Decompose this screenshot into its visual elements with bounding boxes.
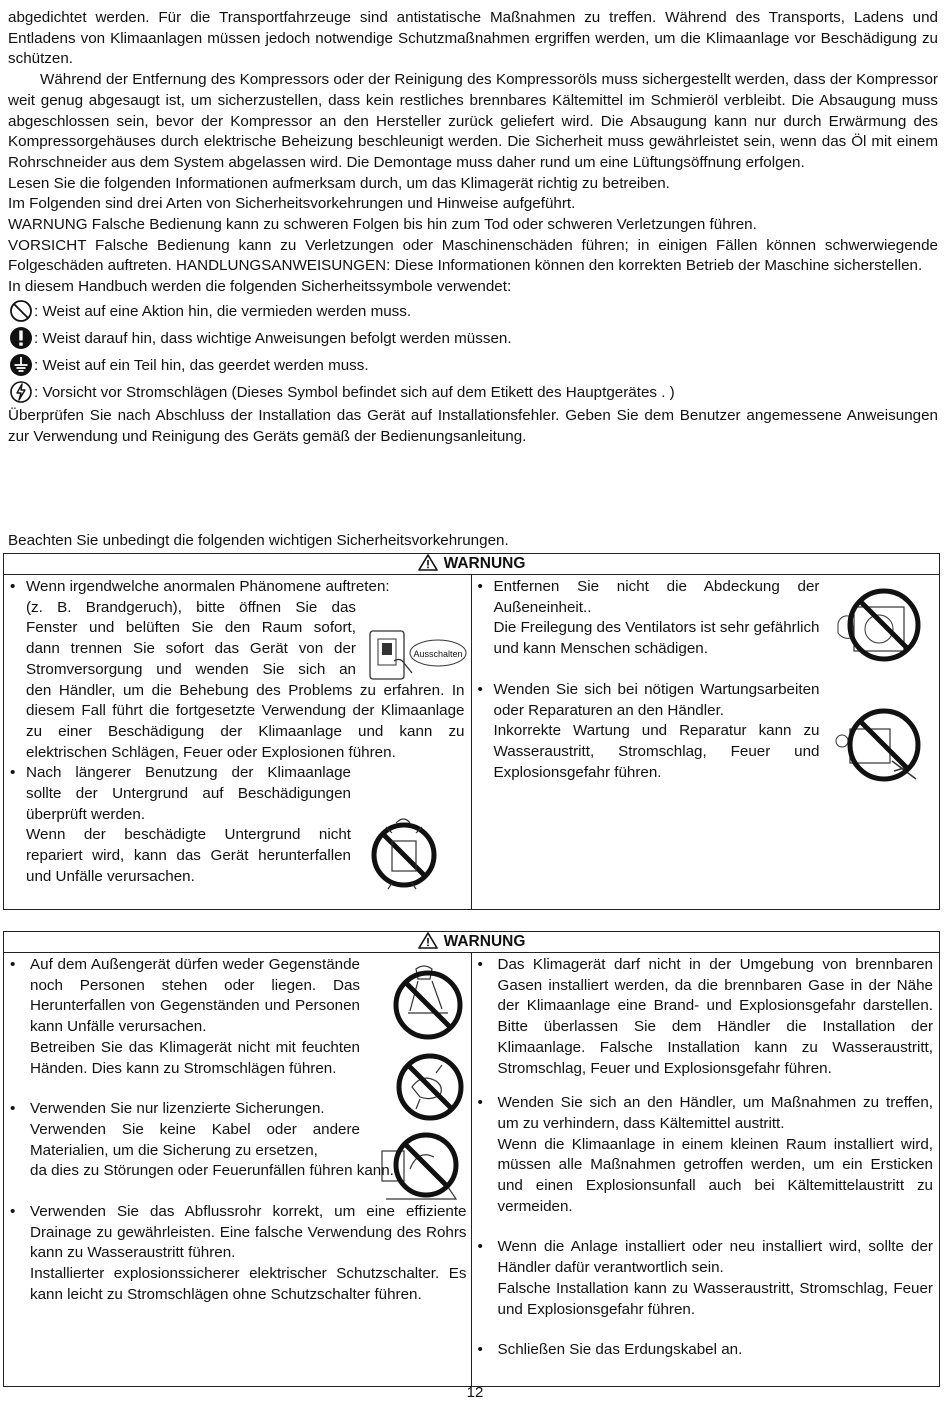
symbol-text: : Weist auf eine Aktion hin, die vermieden werden muss. [34, 302, 412, 320]
warning-box-2-header [4, 932, 939, 953]
r1-more: Die Freilegung des Ventilators ist sehr gefährlich und kann Menschen schädigen. [493, 619, 820, 658]
r2-3-text: Wenn die Anlage installiert oder neu installiert wird, sollte der Händler dafür verantwortlich sein. [497, 1238, 933, 1277]
l3-text: Verwenden Sie das Abflussrohr korrekt, um eine effiziente Drainage zu gewährleisten. Eine falsche Verwendung des Rohrs kann zu Wasseraustritt führen. [30, 1203, 467, 1262]
l2-text: Verwenden Sie nur lizenzierte Sicherungen. [30, 1100, 325, 1118]
list-item: • Nach längerer Benutzung der Klimaanlage sollte der Untergrund auf Beschädigungen überprüft werden. Wenn der beschädigte Untergrund nicht repariert wird, kann das Gerät herunterfallen und Unfälle verursachen. [10, 763, 465, 887]
symbol-row-electric-shock [8, 379, 938, 406]
no-standing-on-unit-illustration [386, 961, 470, 1045]
b1-rest: den Händler, um die Behebung des Problems zu erfahren. In diesem Fall führt die fortgesetzte Verwendung der Klimaanlage zu einer Beschädigung der Klimaanlage und kann zu elektrischen Schlägen, Feuer oder Explosionen führen. [26, 681, 465, 761]
warning-box-1-left [4, 575, 472, 910]
l1-more: Betreiben Sie das Klimagerät nicht mit feuchten Händen. Dies kann zu Stromschlägen führen. [30, 1038, 360, 1077]
outdoor-unit-cover-illustration [832, 583, 932, 667]
b1-line-3: Fenster und belüften Sie den Raum sofort, [26, 619, 356, 637]
switch-label: Ausschalten [413, 649, 463, 659]
list-item: • Verwenden Sie nur lizenzierte Sicherungen. Verwenden Sie keine Kabel oder andere Materialien, um die Sicherung zu ersetzen, da dies zu Störungen oder Feuerunfällen führen kann. [10, 1099, 467, 1182]
list-item: • Das Klimagerät darf nicht in der Umgebung von brennbaren Gasen installiert werden, da die brennbaren Gase in der Nähe der Klimaanlage eine Brand- und Explosionsgefahr darstellen. Bitte überlassen Sie dem Händler die Installation der Klimaanlage. Falsche Installation kann zu Wasseraustritt, Stromschlag, Feuer und Explosionsgefahr führen. [478, 955, 934, 1079]
post-install-paragraph: Überprüfen Sie nach Abschluss der Installation das Gerät auf Installationsfehler. Geben Sie dem Benutzer angemessene Anweisungen zur Verwendung und Reinigung des Geräts gemäß der Bedienungsanleitung. [8, 406, 938, 445]
warning-box-1-title: WARNUNG [443, 555, 526, 572]
r2-1-text: Das Klimagerät darf nicht in der Umgebung von brennbaren Gasen installiert werden, da die brennbaren Gase in der Nähe der Klimaanlage eine Brand- und Explosionsgefahr darstellen. Bitte überlassen Sie dem Händler die Installation der Klimaanlage. Falsche Installation kann zu Wasseraustritt, Stromschlag, Feuer und Explosionsgefahr führen. [497, 956, 933, 1077]
r2-more: Inkorrekte Wartung und Reparatur kann zu Wasseraustritt, Stromschlag, Feuer und Explosionsgefahr führen. [493, 722, 820, 781]
symbol-text: : Vorsicht vor Stromschlägen (Dieses Symbol befindet sich auf dem Etikett des Hauptgerätes . ) [34, 383, 675, 401]
mandatory-icon [8, 325, 34, 351]
warning-box-1 [3, 553, 940, 910]
r2-text: Wenden Sie sich bei nötigen Wartungsarbeiten oder Reparaturen an den Händler. [493, 680, 820, 719]
prohibition-icon [8, 298, 34, 324]
power-switch-illustration [364, 627, 468, 685]
symbol-text: : Weist auf ein Teil hin, das geerdet werden muss. [34, 356, 369, 374]
warning-box-1-header [4, 554, 939, 575]
electric-shock-icon [8, 379, 34, 405]
warning-box-1-right [472, 575, 940, 910]
symbol-row-prohibition [8, 298, 938, 325]
page-number: 12 [466, 1384, 484, 1401]
person-unit-prohibited-illustration [366, 813, 444, 897]
b1-line-5: Stromversorgung und wenden Sie sich an [26, 660, 356, 678]
warning-definition: WARNUNG Falsche Bedienung kann zu schweren Folgen bis hin zum Tod oder schweren Verletzungen führen. [8, 216, 757, 234]
symbol-row-mandatory [8, 325, 938, 352]
r2-2-text: Wenden Sie sich an den Händler, um Maßnahmen zu treffen, um zu verhindern, dass Kältemittel austritt. [497, 1094, 933, 1132]
important-precautions-line: Beachten Sie unbedingt die folgenden wichtigen Sicherheitsvorkehrungen. [8, 532, 509, 549]
b1-line-2: (z. B. Brandgeruch), bitte öffnen Sie das [26, 598, 356, 616]
list-item: • Wenn die Anlage installiert oder neu installiert wird, sollte der Händler dafür verantwortlich sein. Falsche Installation kann zu Wasseraustritt, Stromschlag, Feuer und Explosionsgefahr führen. [478, 1237, 934, 1320]
list-item: • Wenden Sie sich an den Händler, um Maßnahmen zu treffen, um zu verhindern, dass Kältemittel austritt. Wenn die Klimaanlage in einem kleinen Raum installiert wird, müssen alle Maßnahmen getroffen werden, um ein Ersticken und einen Explosionsunfall auch bei Kältemittelaustritt zu vermeiden. [478, 1093, 934, 1217]
symbol-row-ground [8, 352, 938, 379]
l2-more: Verwenden Sie keine Kabel oder andere Materialien, um die Sicherung zu ersetzen, [30, 1120, 360, 1159]
r2-2-more: Wenn die Klimaanlage in einem kleinen Raum installiert wird, müssen alle Maßnahmen getroffen werden, um ein Ersticken und einen Explosionsunfall auch bei Kältemittelaustritt zu vermeiden. [497, 1135, 933, 1215]
symbols-intro: In diesem Handbuch werden die folgenden Sicherheitssymbole verwendet: [8, 278, 512, 296]
b2-text: Nach längerer Benutzung der Klimaanlage sollte der Untergrund auf Beschädigungen überprüft werden. [26, 764, 351, 823]
document-page [8, 8, 938, 447]
intro-paragraph-1: abgedichtet werden. Für die Transportfahrzeuge sind antistatische Maßnahmen zu treffen. Während des Transports, Ladens und Entladens von Klimaanlagen müssen jedoch notwendige Schutzmaßnahmen ergriffen werden, um die Klimaanlage vor Beschädigung zu schützen. [8, 9, 938, 68]
l3-more: Installierter explosionssicherer elektrischer Schutzschalter. Es kann leicht zu Stromschlägen ohne Schutzschalter führen. [30, 1265, 467, 1303]
list-item: • Wenden Sie sich bei nötigen Wartungsarbeiten oder Reparaturen an den Händler. Inkorrekte Wartung und Reparatur kann zu Wasseraustritt, Stromschlag, Feuer und Explosionsgefahr führen. [478, 680, 934, 784]
symbol-text: : Weist darauf hin, dass wichtige Anweisungen befolgt werden müssen. [34, 329, 512, 347]
b2-more: Wenn der beschädigte Untergrund nicht repariert wird, kann das Gerät herunterfallen und Unfälle verursachen. [26, 826, 351, 885]
warning-box-2 [3, 931, 940, 1387]
l1-text: Auf dem Außengerät dürfen weder Gegenstände noch Personen stehen oder liegen. Das Herunterfallen von Gegenständen und Personen kann Unfälle verursachen. [30, 956, 360, 1036]
b1-lines-wrapped [26, 598, 356, 681]
no-cable-fuse-illustration [376, 1129, 470, 1211]
warning-box-2-right [472, 953, 940, 1387]
r1-text: Entfernen Sie nicht die Abdeckung der Außeneinheit.. [493, 578, 820, 616]
no-wet-hands-illustration [390, 1047, 470, 1127]
ground-icon [8, 352, 34, 378]
l2-last: da dies zu Störungen oder Feuerunfällen führen kann. [30, 1162, 394, 1180]
intro-paragraph-4: Im Folgenden sind drei Arten von Sicherheitsvorkehrungen und Hinweise aufgeführt. [8, 195, 576, 213]
warning-triangle-icon [418, 932, 438, 949]
list-item: • Wenn irgendwelche anormalen Phänomene auftreten: (z. B. Brandgeruch), bitte öffnen Sie das Fenster und belüften Sie den Raum sofort, dann trennen Sie sofort das Gerät von der Stromversorgung und wenden Sie sich an den Händler, um die Behebung des Problems zu erfahren. In diesem Fall führt die fortgesetzte Verwendung der Klimaanlage zu einer Beschädigung der Klimaanlage und kann zu elektrischen Schlägen, Feuer oder Explosionen führen. [10, 577, 465, 763]
list-item: • Auf dem Außengerät dürfen weder Gegenstände noch Personen stehen oder liegen. Das Herunterfallen von Gegenständen und Personen kann Unfälle verursachen. Betreiben Sie das Klimagerät nicht mit feuchten Händen. Dies kann zu Stromschlägen führen. [10, 955, 467, 1079]
r2-4-text: Schließen Sie das Erdungskabel an. [497, 1341, 743, 1359]
list-item: • Verwenden Sie das Abflussrohr korrekt, um eine effiziente Drainage zu gewährleisten. Eine falsche Verwendung des Rohrs kann zu Wasseraustritt führen. Installierter explosionssicherer elektrischer Schutzschalter. Es kann leicht zu Stromschlägen ohne Schutzschalter führen. [10, 1202, 467, 1306]
repair-prohibited-illustration [832, 701, 932, 791]
b1-line-4: dann trennen Sie sofort das Gerät von der [26, 640, 356, 658]
caution-definition: VORSICHT Falsche Bedienung kann zu Verletzungen oder Maschinenschäden führen; in einigen Fällen können schwerwiegende Folgeschäden auftreten. HANDLUNGSANWEISUNGEN: Diese Informationen können den korrekten Betrieb der Maschine sicherstellen. [8, 236, 938, 275]
intro-paragraph-3: Lesen Sie die folgenden Informationen aufmerksam durch, um das Klimagerät richtig zu betreiben. [8, 174, 670, 192]
list-item: • Entfernen Sie nicht die Abdeckung der Außeneinheit.. Die Freilegung des Ventilators ist sehr gefährlich und kann Menschen schädigen. [478, 577, 934, 660]
b1-line-1: Wenn irgendwelche anormalen Phänomene auftreten: [26, 578, 390, 595]
warning-box-2-left [4, 953, 472, 1387]
warning-box-2-title: WARNUNG [443, 933, 526, 950]
list-item: • Schließen Sie das Erdungskabel an. [478, 1340, 934, 1361]
warning-triangle-icon [418, 554, 438, 571]
intro-paragraph-2: Während der Entfernung des Kompressors oder der Reinigung des Kompressoröls muss sichergestellt werden, dass der Kompressor weit genug abgesaugt ist, um sicherzustellen, dass kein restliches brennbares Kältemittel im Schmieröl verbleibt. Die Absaugung muss abgeschlossen sein, bevor der Kompressor an den Hersteller zurück geliefert wird. Die Absaugung kann nur durch Erwärmung des Kompressorgehäuses durch elektrische Beheizung beschleunigt werden. Die Sicherheit muss gewährleistet sein, wenn das Öl mit einem Rohrschneider aus dem System abgelassen wird. Die Demontage muss daher rund um eine Lüftungsöffnung erfolgen. [8, 71, 938, 171]
r2-3-more: Falsche Installation kann zu Wasseraustritt, Stromschlag, Feuer und Explosionsgefahr führen. [497, 1279, 933, 1318]
